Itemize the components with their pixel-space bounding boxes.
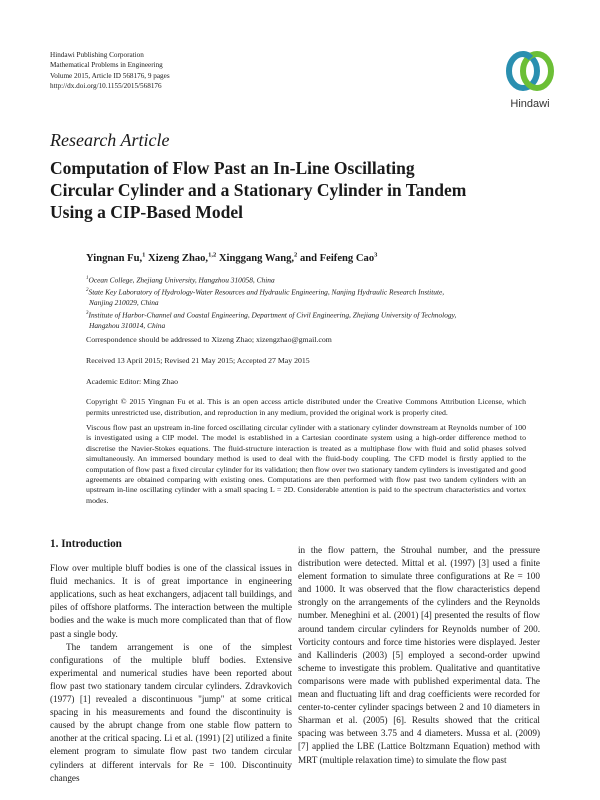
correspondence: Correspondence should be addressed to Xizeng Zhao; xizengzhao@gmail.com <box>86 335 332 344</box>
section-heading: 1. Introduction <box>50 538 122 550</box>
author-list <box>86 251 526 264</box>
title-line: Computation of Flow Past an In-Line Oscillating <box>50 158 415 178</box>
hindawi-rings-icon <box>505 50 555 92</box>
article-title <box>50 157 530 223</box>
title-line: Circular Cylinder and a Stationary Cylinder in Tandem <box>50 180 467 200</box>
journal-header <box>50 50 170 91</box>
copyright: Copyright © 2015 Yingnan Fu et al. This is an open access article distributed under the Creative Commons Attribution License, which permits unrestricted use, distribution, and reproduction in any medium, provided the original work is properly cited. <box>86 397 526 417</box>
affiliations <box>86 274 526 331</box>
doi-link[interactable]: http://dx.doi.org/10.1155/2015/568176 <box>50 81 162 90</box>
left-column <box>50 538 292 785</box>
paragraph: Flow over multiple bluff bodies is one of the classical issues in fluid mechanics. It is of great importance in engineering applications, such as heat exchangers, adjacent tall buildings, and piles of offshore platforms. The interaction between the multiple bodies and the wake is much more complicated than that of flow past a single body. <box>50 563 292 639</box>
academic-editor: Academic Editor: Ming Zhao <box>86 377 179 386</box>
affiliation: $^1$Ocean College, Zhejiang University, Hangzhou 310058, China <box>86 275 275 285</box>
dates: Received 13 April 2015; Revised 21 May 2015; Accepted 27 May 2015 <box>86 356 310 365</box>
author: Yingnan Fu,$^1$ <box>86 251 146 264</box>
journal-name: Mathematical Problems in Engineering <box>50 61 163 70</box>
hindawi-logo <box>500 50 560 110</box>
logo-text: Hindawi <box>510 98 550 110</box>
title-line: Using a CIP-Based Model <box>50 202 243 222</box>
author: Xizeng Zhao,$^{1,2}$ <box>148 251 217 264</box>
volume-info: Volume 2015, Article ID 568176, 9 pages <box>50 71 170 80</box>
affiliation: $^3$Institute of Harbor-Channel and Coastal Engineering, Department of Civil Engineering, Zhejiang University of Technology, Hangzhou 310014, China <box>86 310 457 330</box>
publisher: Hindawi Publishing Corporation <box>50 51 144 59</box>
article-type: Research Article <box>50 130 170 150</box>
paragraph: in the flow pattern, the Strouhal number, and the pressure distribution were detected. Mittal et al. (1997) [3] used a finite element formation to simulate three configurations at Re = 100 and 1000. It was observed that the flow characteristics depend strongly on the arrangements of the cylinders and the Reynolds number. Meneghini et al. (2001) [4] presented the results of flow around tandem circular cylinders for Reynolds number of 200. Vorticity contours and force time histories were displayed. Jester and Kallinderis (2003) [5] employed a second-order upwind scheme to investigate this problem. Qualitative and quantitative comparisons were made with published experimental data. The mean and fluctuating lift and drag coefficients were recorded for center-to-center cylinder spacings between 2 and 10 diameters in Sharman et al. (2005) [6]. Results showed that the critical spacing was between 3.75 and 4 diameters. Mussa et al. (2009) [7] applied the LBE (Lattice Boltzmann Equation) method with MRT (multiple relaxation time) to simulate the flow past <box>298 545 540 765</box>
affiliation: $^2$State Key Laboratory of Hydrology-Water Resources and Hydraulic Engineering, Nanjing Hydraulic Research Institute, Nanjing 210029, China <box>86 287 445 308</box>
right-column <box>298 544 540 767</box>
author: Xinggang Wang,$^2$ <box>218 251 298 264</box>
abstract: Viscous flow past an upstream in-line forced oscillating circular cylinder with a stationary cylinder downstream at Reynolds number of 100 is investigated using a CIP model. The model is established in a Cartesian coordinate system using a high-order difference method to discretise the Navier-Stokes equations. The fluid-structure interaction is treated as a multiphase flow with fluid and solid phases solved simultaneously. An immersed boundary method is used to deal with the fluid-body coupling. The CFD model is firstly applied to the computation of flow past a fixed circular cylinder for its validation; then flow over two stationary tandem cylinders is investigated and good agreements are obtained comparing with existing ones. Computations are then performed with flow past two tandem cylinders with an upstream in-line oscillating cylinder with a small spacing L = 2D. Considerable attention is paid to the spectrum characteristics and vortex modes. <box>86 423 526 505</box>
paragraph: The tandem arrangement is one of the simplest configurations of the multiple bluff bodies. Extensive experimental and numerical studies have been reported about flow past two stationary tandem circular cylinders. Zdravkovich (1977) [1] revealed a discontinuous "jump" at some critical spacing in his measurements and found the discontinuity is caused by the abrupt change from one stable flow pattern to another at the critical spacing. Li et al. (1991) [2] utilized a finite element program to simulate flow past two tandem circular cylinders at different intervals for Re = 100. Discontinuity changes <box>50 641 292 783</box>
author: and Feifeng Cao$^3$ <box>299 251 378 264</box>
